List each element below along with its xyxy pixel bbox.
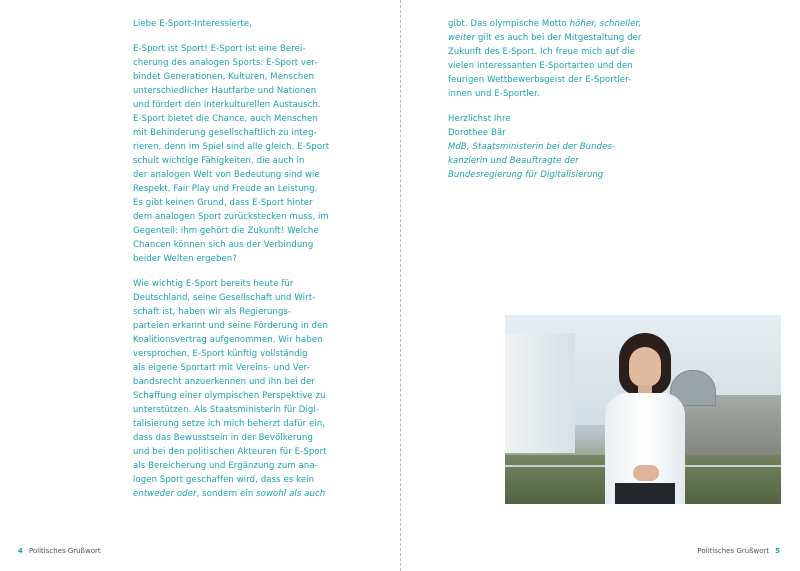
paragraph-line: feurigen Wettbewerbsgeist der E-Sportler- (448, 75, 632, 85)
paragraph-1 (133, 42, 363, 266)
signatory-title: Bundesregierung für Digitalisierung (448, 170, 604, 180)
last-line-middle: , sondern ein (196, 489, 257, 499)
paragraph-2 (133, 277, 363, 501)
person-face (629, 347, 661, 387)
paragraph-3 (448, 17, 678, 101)
paragraph-line: schult wichtige Fähigkeiten, die auch in (133, 156, 305, 166)
paragraph-line: bindet Generationen, Kulturen, Menschen (133, 72, 315, 82)
paragraph-line: logen Sport geschaffen wird, dass es kein (133, 475, 315, 485)
signatory-name: Dorothee Bär (448, 128, 506, 138)
paragraph-line: beider Welten ergeben? (133, 254, 237, 264)
emphasis-motto-2: weiter (448, 33, 476, 43)
footer-section-label: Politisches Grußwort (697, 547, 770, 555)
closing: Herzlichst Ihre (448, 114, 511, 124)
paragraph-line: Deutschland, seine Gesellschaft und Wirt- (133, 293, 316, 303)
paragraph-line: mit Behinderung gesellschaftlich zu integ- (133, 128, 317, 138)
page-number: 5 (775, 547, 780, 555)
salutation-text: Liebe E-Sport-Interessierte, (133, 19, 252, 29)
paragraph-line: Gegenteil: ihm gehört die Zukunft! Welche (133, 226, 319, 236)
paragraph-line (448, 17, 678, 31)
paragraph-line: Wie wichtig E-Sport bereits heute für (133, 279, 294, 289)
paragraph-line: vielen interessanten E-Sportarten und den (448, 61, 633, 71)
paragraph-line: bandsrecht anzuerkennen und ihn bei der (133, 377, 315, 387)
line-text: gilt es auch bei der Mitgestaltung der (475, 33, 642, 43)
paragraph-line: und bei den politischen Akteuren für E-Sport (133, 447, 327, 457)
signatory-title: MdB, Staatsministerin bei der Bundes- (448, 142, 616, 152)
line-text: gibt. Das olympische Motto (448, 19, 570, 29)
paragraph-line: E-Sport ist Sport! E-Sport ist eine Berei- (133, 44, 306, 54)
paragraph-line: Koalitionsvertrag aufgenommen. Wir haben (133, 335, 323, 345)
paragraph-line: als Bereicherung und Ergänzung zum ana- (133, 461, 318, 471)
footer-left (18, 546, 101, 556)
person-skirt (615, 483, 675, 504)
paragraph-last-line (133, 487, 363, 501)
paragraph-line: cherung des analogen Sports: E-Sport ver- (133, 58, 318, 68)
paragraph-line: Respekt, Fair Play und Freude an Leistung. (133, 184, 318, 194)
paragraph-line: rieren, denn im Spiel sind alle gleich. E-Sport (133, 142, 330, 152)
footer-section-label: Politisches Grußwort (28, 547, 101, 555)
footer-right (697, 546, 780, 556)
photo-wall (505, 333, 575, 453)
paragraph-line: schaft ist, haben wir als Regierungs- (133, 307, 292, 317)
paragraph-line: Es gibt keinen Grund, dass E-Sport hinter (133, 198, 313, 208)
right-page-text (448, 17, 678, 182)
paragraph-line: versprochen, E-Sport künftig vollständig (133, 349, 308, 359)
signatory-title: kanzlerin und Beauftragte der (448, 156, 579, 166)
paragraph-line: als eigene Sportart mit Vereins- und Ver- (133, 363, 310, 373)
paragraph-line: Chancen können sich aus der Verbindung (133, 240, 314, 250)
emphasis-motto-1: höher, schneller, (569, 19, 642, 29)
paragraph-line: und fördert den interkulturellen Austausch. (133, 100, 321, 110)
page-number: 4 (18, 547, 23, 555)
paragraph-line: unterschiedlicher Hautfarbe und Nationen (133, 86, 317, 96)
paragraph-line: Schaffung einer olympischen Perspektive zu (133, 391, 326, 401)
signature-block (448, 112, 678, 182)
paragraph-line (448, 31, 678, 45)
salutation (133, 17, 363, 31)
paragraph-line: innen und E-Sportler. (448, 89, 540, 99)
paragraph-line: unterstützen. Als Staatsministerin für Digi- (133, 405, 320, 415)
page-fold-divider (400, 0, 401, 571)
photo-person (605, 333, 685, 504)
paragraph-line: der analogen Welt von Bedeutung sind wie (133, 170, 320, 180)
left-page-text (133, 17, 363, 501)
person-hands (633, 465, 659, 481)
emphasis-sowohl-als-auch: sowohl als auch (256, 489, 326, 499)
paragraph-line: Zukunft des E-Sport. Ich freue mich auf die (448, 47, 636, 57)
paragraph-line: dass das Bewusstsein in der Bevölkerung (133, 433, 313, 443)
paragraph-line: E-Sport bietet die Chance, auch Menschen (133, 114, 318, 124)
paragraph-line: parteien erkannt und seine Förderung in den (133, 321, 328, 331)
paragraph-line: talisierung setze ich mich beherzt dafür ein, (133, 419, 326, 429)
paragraph-line: dem analogen Sport zurückstecken muss, im (133, 212, 329, 222)
portrait-photo (505, 315, 781, 504)
emphasis-entweder-oder: entweder oder (133, 489, 197, 499)
